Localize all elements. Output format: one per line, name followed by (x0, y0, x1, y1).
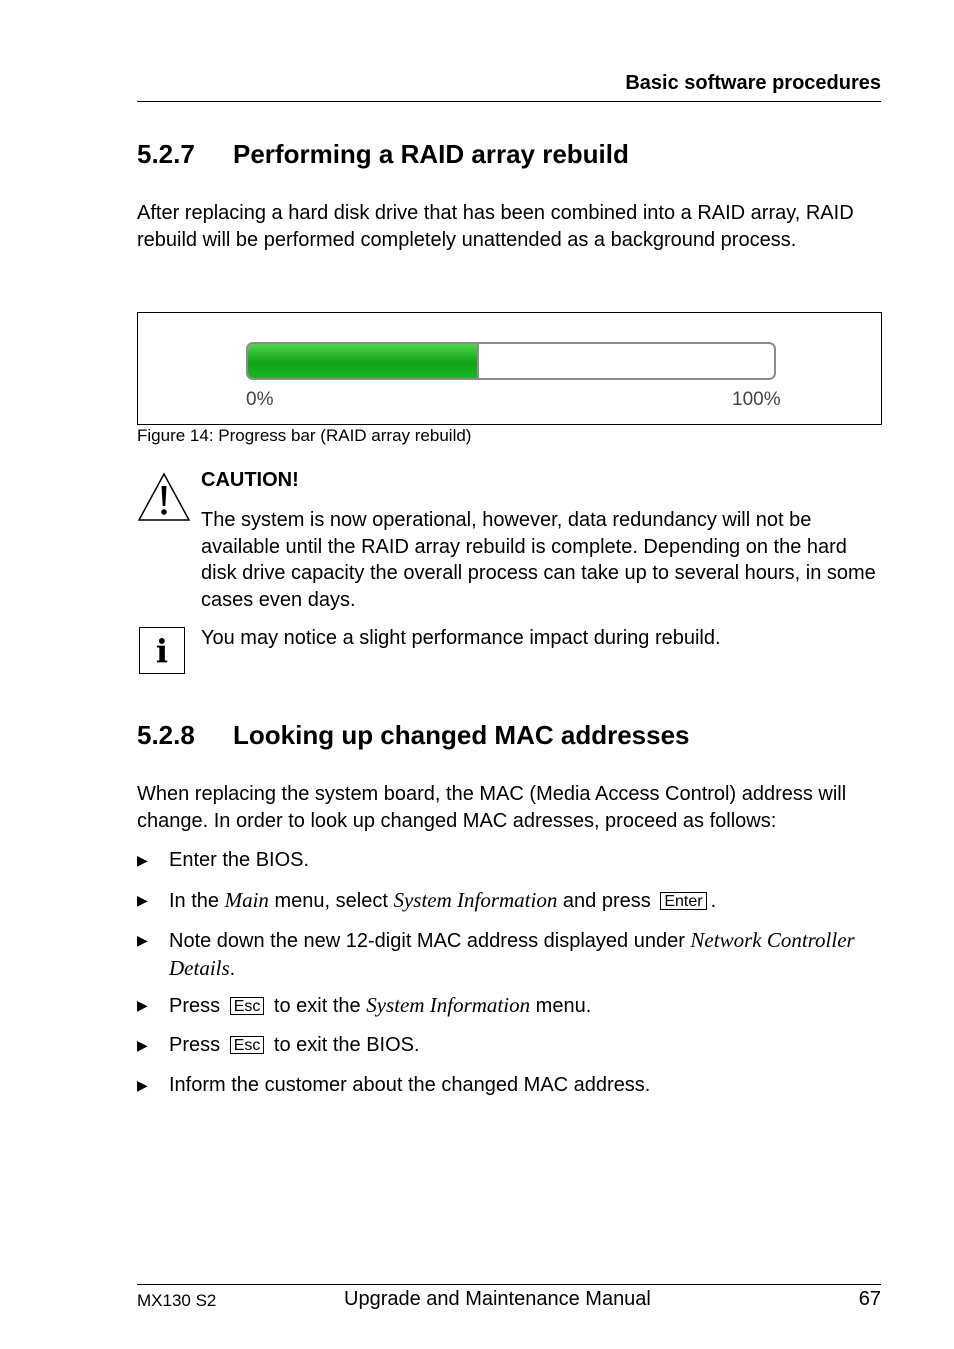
menu-name: Network Controller Details (169, 928, 855, 980)
step-text (169, 927, 881, 982)
running-header: Basic software procedures (625, 72, 881, 94)
caution-text: The system is now operational, however, data redundancy will not be available until the RAID array rebuild is complete. Depending on the hard disk drive capacity the overall process can take up to several hours, in some cases even days. (201, 509, 876, 611)
menu-name: System Information (393, 888, 558, 912)
step-fragment: Note down the new 12-digit MAC address displayed under (169, 930, 691, 952)
section-title: Performing a RAID array rebuild (233, 139, 629, 169)
progress-label-end: 100% (732, 389, 781, 410)
progress-bar (246, 342, 776, 380)
footer-model: MX130 S2 (137, 1291, 217, 1310)
step-fragment: Press (169, 995, 226, 1017)
page-number: 67 (858, 1288, 881, 1310)
progress-figure (137, 312, 882, 425)
section-title: Looking up changed MAC addresses (233, 720, 690, 750)
footer-divider (137, 1284, 881, 1285)
step-fragment: to exit the BIOS. (268, 1034, 420, 1056)
step-fragment: to exit the (268, 995, 367, 1017)
section-number: 5.2.7 (137, 139, 195, 169)
header-divider (137, 101, 881, 102)
list-item (137, 992, 881, 1020)
info-glyph: i (155, 632, 169, 670)
esc-key: Esc (230, 997, 265, 1015)
progress-bar-fill (248, 344, 479, 378)
step-text (169, 1032, 881, 1059)
section-heading-raid-rebuild (137, 139, 629, 170)
bullet-triangle-icon: ▶ (137, 1077, 148, 1093)
caution-triangle-icon (137, 472, 191, 527)
raid-rebuild-intro: After replacing a hard disk drive that has been combined into a RAID array, RAID rebuild will be performed completely unattended as a background process. (137, 202, 854, 251)
list-item (137, 1032, 881, 1059)
mac-intro: When replacing the system board, the MAC (Media Access Control) address will change. In order to look up changed MAC adresses, proceed as follows: (137, 783, 847, 832)
caution-heading: CAUTION! (201, 469, 299, 491)
bullet-triangle-icon: ▶ (137, 932, 148, 948)
step-fragment: Press (169, 1034, 226, 1056)
bullet-triangle-icon: ▶ (137, 1037, 148, 1053)
section-number: 5.2.8 (137, 720, 195, 750)
enter-key: Enter (660, 892, 706, 910)
step-fragment: menu. (530, 995, 592, 1017)
list-item (137, 887, 881, 915)
bullet-triangle-icon: ▶ (137, 892, 148, 908)
step-text (169, 992, 881, 1020)
section-heading-mac-addresses (137, 720, 690, 751)
list-item (137, 927, 881, 982)
footer-manual-title: Upgrade and Maintenance Manual (344, 1288, 651, 1310)
step-text: Enter the BIOS. (169, 849, 310, 871)
step-fragment: and press (557, 890, 657, 912)
figure-caption: Figure 14: Progress bar (RAID array rebuild) (137, 426, 472, 445)
list-item (137, 1072, 881, 1099)
info-i-icon (139, 627, 185, 674)
info-text: You may notice a slight performance impact during rebuild. (201, 627, 721, 649)
list-item (137, 847, 881, 874)
step-fragment: . (710, 890, 717, 912)
menu-name: System Information (366, 993, 531, 1017)
menu-name: Main (224, 888, 269, 912)
step-fragment: In the (169, 890, 225, 912)
step-text (169, 887, 881, 915)
bullet-triangle-icon: ▶ (137, 852, 148, 868)
step-text: Inform the customer about the changed MAC address. (169, 1074, 651, 1096)
step-fragment: menu, select (268, 890, 394, 912)
esc-key: Esc (230, 1036, 265, 1054)
progress-label-start: 0% (246, 389, 274, 410)
step-fragment: . (229, 957, 236, 980)
bullet-triangle-icon: ▶ (137, 997, 148, 1013)
